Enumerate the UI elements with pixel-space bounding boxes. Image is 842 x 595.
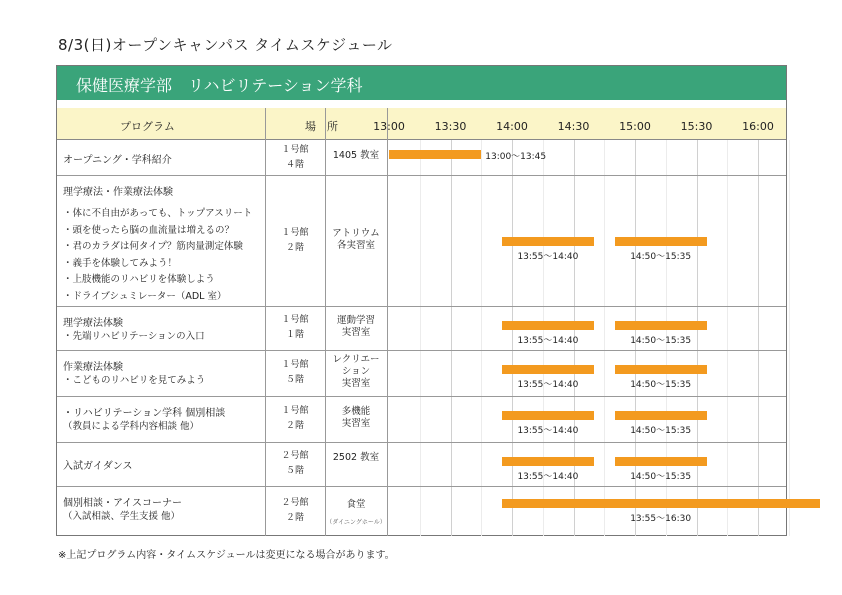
row-divider <box>57 486 786 487</box>
place-label: 実習室 <box>341 327 371 338</box>
place-label: 食堂 <box>346 499 366 510</box>
floor-label: ５階 <box>285 466 304 476</box>
time-label: 14:00 <box>496 120 528 133</box>
session-bar <box>502 237 594 246</box>
session-time-label: 14:50〜15:35 <box>630 380 692 390</box>
program-item: ・ドライブシュミレーター（ADL 室） <box>63 290 227 302</box>
row-divider <box>57 350 786 351</box>
session-time-label: 13:55〜14:40 <box>517 380 579 390</box>
row-divider <box>57 306 786 307</box>
floor-label: ４階 <box>285 159 304 170</box>
program-item: ・上肢機能のリハビリを体験しよう <box>63 274 215 285</box>
grid-line <box>451 140 452 536</box>
place-label: 各実習室 <box>336 239 375 251</box>
session-bar <box>502 457 594 466</box>
row-divider <box>57 442 786 443</box>
session-time-label: 13:55〜14:40 <box>517 252 579 262</box>
place-label: 実習室 <box>341 378 371 389</box>
building-label: １号館 <box>281 227 309 238</box>
floor-label: ２階 <box>285 513 304 523</box>
place-label: アトリウム <box>332 227 380 239</box>
program-item: （教員による学科内容相談 他） <box>63 421 200 432</box>
grid-line <box>512 140 513 536</box>
program-item: ・頭を使ったら脳の血流量は増えるの？ <box>63 224 235 236</box>
building-label: １号館 <box>281 406 309 416</box>
time-label: 13:30 <box>434 120 467 133</box>
row-divider <box>57 175 786 176</box>
header-place: 場 所 <box>305 120 338 133</box>
place-label: ション <box>341 366 371 377</box>
program-item: ・体に不自由があっても、トップアスリート <box>63 208 253 219</box>
program-name: 作業療法体験 <box>63 362 123 373</box>
session-bar <box>615 411 707 420</box>
page-title: 8/3(日)オープンキャンパス タイムスケジュール <box>58 36 393 54</box>
place-label: 多機能 <box>341 406 371 417</box>
program-name: 理学療法・作業療法体験 <box>63 187 173 198</box>
floor-label: １階 <box>285 330 304 340</box>
column-divider <box>387 108 388 536</box>
session-bar <box>615 365 707 374</box>
program-name: 入試ガイダンス <box>63 461 133 472</box>
building-label: ２号館 <box>281 451 309 461</box>
place-label: 実習室 <box>341 418 371 429</box>
department-title: 保健医療学部 リハビリテーション学科 <box>76 76 363 95</box>
program-name: 個別相談・アイスコーナー <box>63 498 182 509</box>
place-note: （ダイニングホール） <box>326 519 386 526</box>
program-name: 理学療法体験 <box>63 318 123 329</box>
program-item: ・こどものリハビリを見てみよう <box>63 375 206 386</box>
time-label: 15:30 <box>680 120 713 133</box>
time-label: 14:30 <box>557 120 590 133</box>
floor-label: ５階 <box>285 375 304 385</box>
place-label: レクリエー <box>332 354 380 365</box>
floor-label: ２階 <box>285 421 304 431</box>
program-item: （入試相談、学生支援 他） <box>63 511 181 522</box>
session-bar <box>389 150 481 159</box>
header-program: プログラム <box>120 120 175 133</box>
session-bar <box>502 365 594 374</box>
row-divider <box>57 396 786 397</box>
time-label: 13:00 <box>373 120 405 133</box>
session-bar <box>502 499 820 508</box>
grid-line <box>604 140 605 536</box>
session-time-label: 13:55〜14:40 <box>517 336 579 346</box>
session-time-label: 14:50〜15:35 <box>630 472 692 482</box>
program-name: オープニング・学科紹介 <box>63 154 172 166</box>
place-label: 運動学習 <box>336 315 375 326</box>
footnote: ※上記プログラム内容・タイムスケジュールは変更になる場合があります。 <box>58 550 395 561</box>
building-label: １号館 <box>281 360 309 370</box>
place-label: 2502 教室 <box>332 452 380 463</box>
program-item: ・義手を体験してみよう！ <box>63 257 178 269</box>
building-label: １号館 <box>281 144 309 155</box>
time-label: 15:00 <box>619 120 651 133</box>
session-time-label: 13:55〜14:40 <box>517 426 579 436</box>
grid-line <box>758 140 759 536</box>
grid-line <box>789 140 790 536</box>
session-bar <box>615 457 707 466</box>
session-time-label: 13:00〜13:45 <box>485 152 547 162</box>
session-time-label: 14:50〜15:35 <box>630 426 692 436</box>
program-item: ・君のカラダは何タイプ？筋肉量測定体験 <box>63 241 243 252</box>
grid-line <box>697 140 698 536</box>
session-time-label: 14:50〜15:35 <box>630 336 692 346</box>
session-time-label: 13:55〜16:30 <box>630 514 692 524</box>
session-bar <box>502 321 594 330</box>
program-item: ・先端リハビリテーションの入口 <box>63 331 205 342</box>
session-bar <box>502 411 594 420</box>
session-bar <box>615 237 707 246</box>
session-time-label: 14:50〜15:35 <box>630 252 692 262</box>
building-label: ２号館 <box>281 498 309 508</box>
session-bar <box>615 321 707 330</box>
session-time-label: 13:55〜14:40 <box>517 472 579 482</box>
grid-line <box>727 140 728 536</box>
program-name: ・リハビリテーション学科 個別相談 <box>63 408 226 419</box>
time-label: 16:00 <box>742 120 774 133</box>
place-label: 1405 教室 <box>332 150 380 161</box>
building-label: １号館 <box>281 315 309 325</box>
floor-label: ２階 <box>285 242 304 253</box>
grid-line <box>481 140 482 536</box>
grid-line <box>420 140 421 536</box>
